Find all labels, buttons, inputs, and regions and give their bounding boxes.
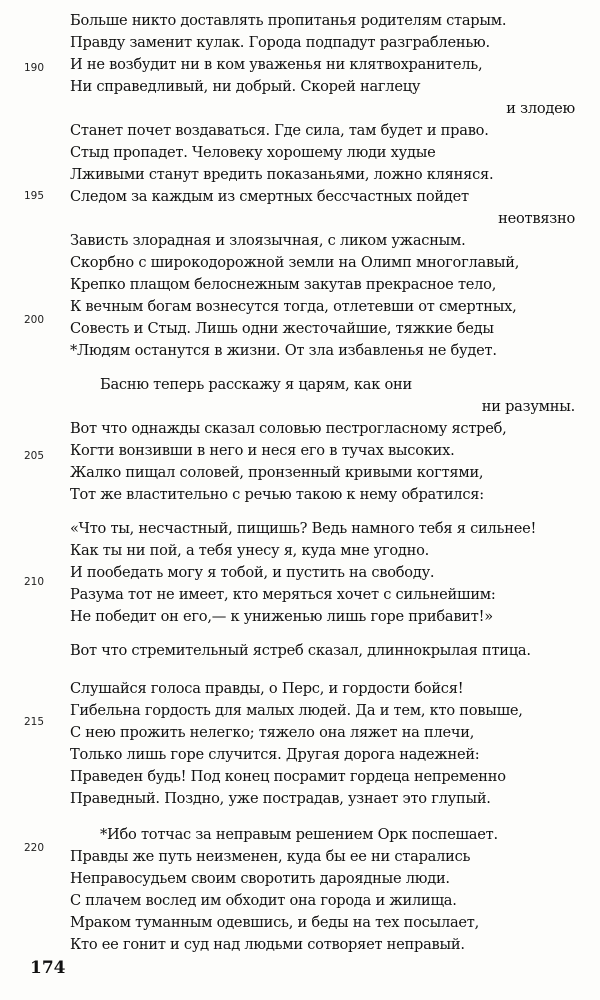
verse-line: Басню теперь расскажу я царям, как они — [100, 376, 412, 393]
verse-line-continuation: неотвязно — [498, 210, 575, 227]
verse-line: Вот что стремительный ястреб сказал, длиннокрылая птица. — [70, 642, 531, 659]
line-number: 205 — [24, 450, 45, 462]
verse-line-continuation: и злодею — [506, 100, 575, 117]
line-number: 200 — [24, 314, 45, 326]
verse-line: Станет почет воздаваться. Где сила, там будет и право. — [70, 122, 489, 139]
verse-line-continuation: ни разумны. — [481, 398, 575, 415]
verse-line: Кто ее гонит и суд над людьми сотворяет неправый. — [70, 936, 465, 953]
verse-line: Неправосудьем своим своротить дароядные люди. — [70, 870, 450, 887]
line-number: 210 — [24, 576, 45, 588]
verse-line: Тот же властительно с речью такою к нему обратился: — [70, 486, 484, 503]
verse-line: *Людям останутся в жизни. От зла избавленья не будет. — [70, 342, 497, 359]
verse-line: Слушайся голоса правды, о Перс, и гордости бойся! — [70, 680, 464, 697]
verse-line: Когти вонзивши в него и неся его в тучах высоких. — [70, 442, 455, 459]
verse-line: Гибельна гордость для малых людей. Да и тем, кто повыше, — [70, 702, 523, 719]
page-number: 174 — [30, 958, 66, 978]
verse-line: Следом за каждым из смертных бессчастных пойдет — [70, 188, 469, 205]
line-number: 190 — [24, 62, 45, 74]
verse-line: Правды же путь неизменен, куда бы ее ни старались — [70, 848, 471, 865]
verse-line: И не возбудит ни в ком уваженья ни клятвохранитель, — [70, 56, 483, 73]
verse-line: Стыд пропадет. Человеку хорошему люди худые — [70, 144, 436, 161]
verse-line: Мраком туманным одевшись, и беды на тех посылает, — [70, 914, 480, 931]
line-number: 215 — [24, 716, 45, 728]
line-number: 220 — [24, 842, 45, 854]
verse-line: Как ты ни пой, а тебя унесу я, куда мне угодно. — [70, 542, 430, 559]
verse-line: Скорбно с широкодорожной земли на Олимп многоглавый, — [70, 254, 520, 271]
verse-line: С нею прожить нелегко; тяжело она ляжет на плечи, — [70, 724, 475, 741]
line-number: 195 — [24, 190, 45, 202]
verse-line: Вот что однажды сказал соловью пестрогласному ястреб, — [70, 420, 507, 437]
verse-line: С плачем вослед им обходит она города и жилища. — [70, 892, 457, 909]
verse-line: Праведен будь! Под конец посрамит гордеца непременно — [70, 768, 506, 785]
verse-line: Разума тот не имеет, кто меряться хочет с сильнейшим: — [70, 586, 496, 603]
verse-line: Совесть и Стыд. Лишь одни жесточайшие, тяжкие беды — [70, 320, 494, 337]
verse-line: И пообедать могу я тобой, и пустить на свободу. — [70, 564, 435, 581]
verse-line: Крепко плащом белоснежным закутав прекрасное тело, — [70, 276, 497, 293]
verse-line: Лживыми станут вредить показаньями, ложно кляняся. — [70, 166, 494, 183]
verse-line: К вечным богам вознесутся тогда, отлетевши от смертных, — [70, 298, 517, 315]
verse-line: Зависть злорадная и злоязычная, с ликом ужасным. — [70, 232, 466, 249]
verse-line: Ни справедливый, ни добрый. Скорей наглецу — [70, 78, 421, 95]
verse-line: Больше никто доставлять пропитанья родителям старым. — [70, 12, 507, 29]
verse-line: *Ибо тотчас за неправым решением Орк поспешает. — [100, 826, 498, 843]
verse-line: Правду заменит кулак. Города подпадут разграбленью. — [70, 34, 490, 51]
verse-line: Жалко пищал соловей, пронзенный кривыми когтями, — [70, 464, 484, 481]
verse-line: Не победит он его,— к униженью лишь горе прибавит!» — [70, 608, 493, 625]
verse-line: Только лишь горе случится. Другая дорога надежней: — [70, 746, 480, 763]
verse-line: «Что ты, несчастный, пищишь? Ведь намного тебя я сильнее! — [70, 520, 537, 537]
verse-line: Праведный. Поздно, уже пострадав, узнает это глупый. — [70, 790, 491, 807]
